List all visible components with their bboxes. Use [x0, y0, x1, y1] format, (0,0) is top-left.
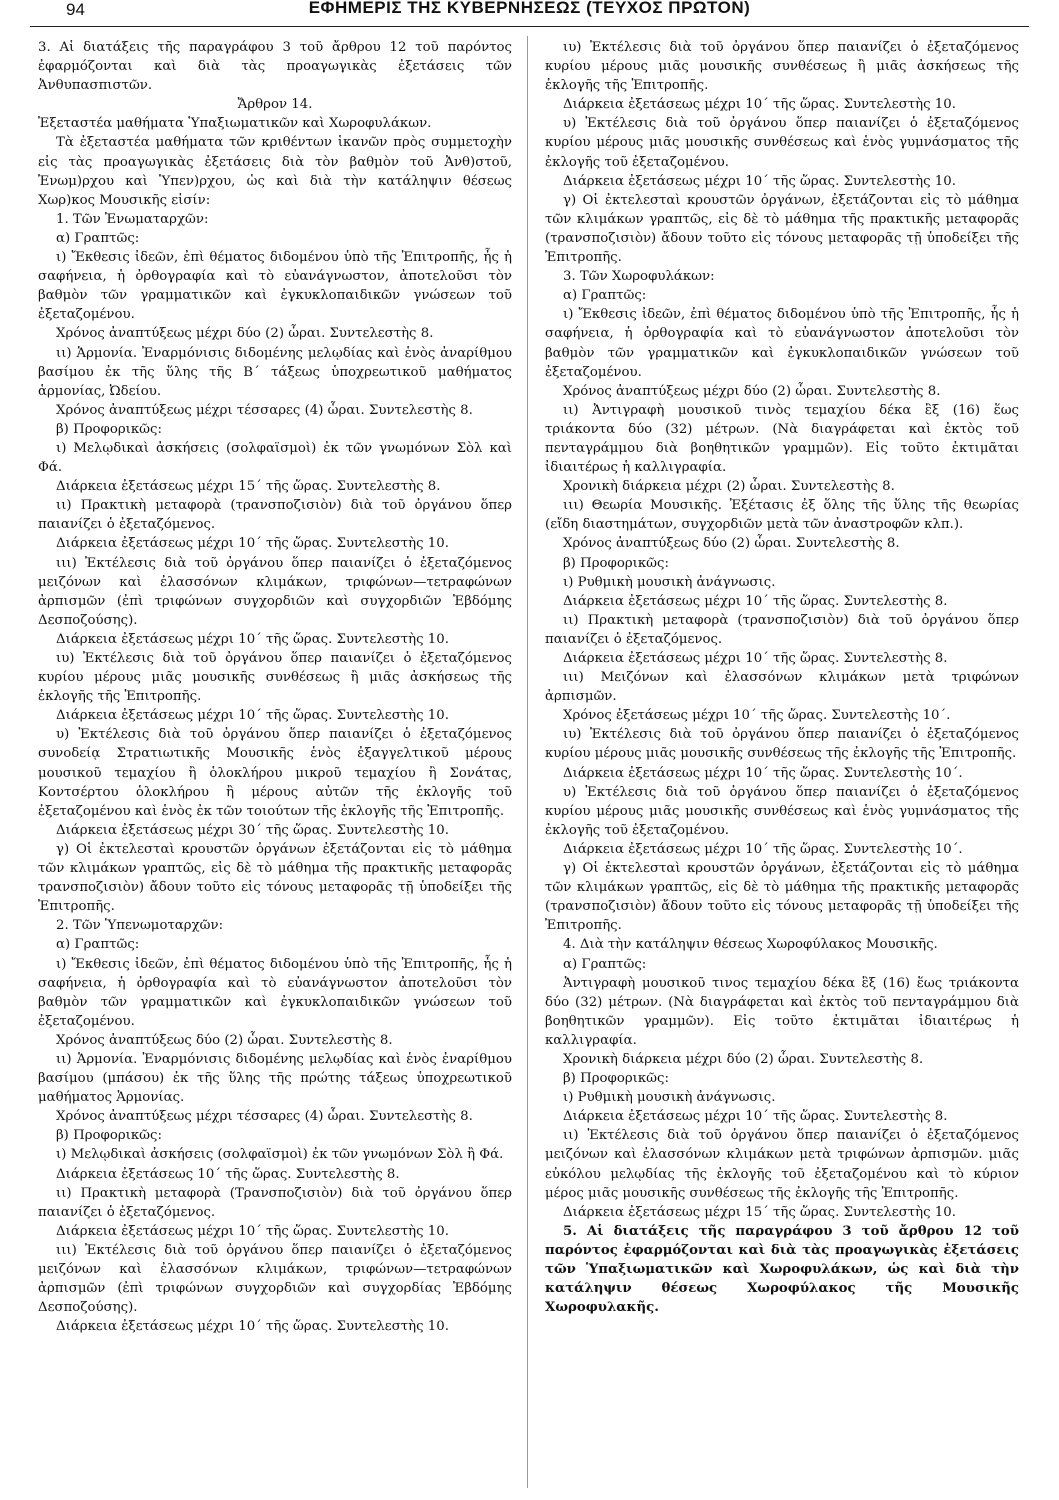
paragraph: ι) Ἔκθεσις ἰδεῶν, ἐπὶ θέματος διδομένου ὑπὸ τῆς Ἐπιτροπῆς, ἧς ἡ σαφήνεια, ἡ ὀρθογραφία καὶ τὸ εὐανάγνωστον ἀποτελοῦσι τὸν βαθμὸν τῶν γραμματικῶν καὶ ἐγκυκλοπαιδικῶν γνώσεων τοῦ ἐξεταζομένου.: [38, 956, 512, 1029]
subsection-heading: β) Προφορικῶς:: [56, 1128, 162, 1144]
paragraph: ιιι) Μειζόνων καὶ ἐλασσόνων κλιμάκων μετὰ τριφώνων ἀρπισμῶν.: [545, 670, 1019, 705]
paragraph: Διάρκεια ἐξετάσεως μέχρι 10΄ τῆς ὥρας. Συντελεστὴς 8.: [563, 593, 948, 609]
article-heading: Ἄρθρον 14.: [237, 97, 313, 113]
paragraph: ι) Ἔκθεσις ἰδεῶν, ἐπὶ θέματος διδομένου ὑπὸ τῆς Ἐπιτροπῆς, ἧς ἡ σαφήνεια, ἡ ὀρθογραφία καὶ τὸ εὐανάγνωστον, ἀποτελοῦσι τὸν βαθμὸν τῶν γραμματικῶν καὶ ἐγκυκλοπαιδικῶν γνώσεων τοῦ ἐξεταζομένου.: [38, 250, 512, 323]
paragraph: ιιι) Ἐκτέλεσις διὰ τοῦ ὀργάνου ὅπερ παιανίζει ὁ ἐξεταζόμενος μειζόνων καὶ ἐλασσόνων κλιμάκων, τριφώνων—τετραφώνων ἀρπισμῶν (ἐπὶ τριφώνων συγχορδιῶν καὶ συγχορδιῶν Ἑβδόμης Δεσποζούσης).: [38, 555, 512, 628]
section-heading: 1. Τῶν Ἐνωματαρχῶν:: [56, 211, 209, 227]
subsection-heading: α) Γραπτῶς:: [56, 937, 140, 953]
paragraph: υ) Ἐκτέλεσις διὰ τοῦ ὀργάνου ὅπερ παιανίζει ὁ ἐξεταζόμενος κυρίου μέρους μιᾶς μουσικῆς συνθέσεως καὶ ἑνὸς γυμνάσματος τῆς ἐκλογῆς τοῦ ἐξεταζομένου.: [545, 784, 1019, 838]
paragraph: Τὰ ἐξεταστέα μαθήματα τῶν κριθέντων ἱκανῶν πρὸς συμμετοχὴν εἰς τὰς προαγωγικὰς ἐξετάσεις διὰ τὸν βαθμὸν τοῦ Ἀνθ)στοῦ, Ἐνωμ)ρχου καὶ Ὑπεν)ρχου, ὡς καὶ διὰ τὴν κατάληψιν θέσεως Χωρ)κος Μουσικῆς εἰσίν:: [38, 135, 512, 208]
column-divider: [527, 36, 528, 1488]
paragraph: γ) Οἱ ἐκτελεσταὶ κρουστῶν ὀργάνων, ἐξετάζονται εἰς τὸ μάθημα τῶν κλιμάκων γραπτῶς, εἰς δὲ τὸ μάθημα τῆς πρακτικῆς μεταφορᾶς (τρανσποζισιὸν) ἄδουν τοῦτο εἰς τόνους μεταφορᾶς τῇ ὑποδείξει τῆς Ἐπιτροπῆς.: [545, 861, 1019, 934]
paragraph: Ἀντιγραφὴ μουσικοῦ τινος τεμαχίου δέκα ἓξ (16) ἕως τριάκοντα δύο (32) μέτρων. (Νὰ διαγράφεται καὶ ἐκτὸς τοῦ πενταγράμμου διὰ βοηθητικῶν γραμμῶν). Εἰς τοῦτο ἐκτιμᾶται ἰδιαιτέρως ἡ καλλιγραφία.: [545, 975, 1019, 1048]
page-number: 94: [66, 0, 85, 19]
paragraph: Χρόνος ἀναπτύξεως μέχρι τέσσαρες (4) ὧραι. Συντελεστὴς 8.: [56, 1109, 473, 1125]
paragraph: γ) Οἱ ἐκτελεσταὶ κρουστῶν ὀργάνων ἐξετάζονται εἰς τὸ μάθημα τῶν κλιμάκων γραπτῶς, εἰς δὲ τὸ μάθημα τῆς πρακτικῆς μεταφορᾶς τρανσποζισιὸν) ἄδουν τοῦτο εἰς τόνους μεταφορᾶς τῇ ὑποδείξει τῆς Ἐπιτροπῆς.: [38, 841, 512, 915]
paragraph: Διάρκεια ἐξετάσεως μέχρι 10΄ τῆς ὥρας. Συντελεστὴς 10΄.: [563, 841, 963, 857]
paragraph: ιυ) Ἐκτέλεσις διὰ τοῦ ὀργάνου ὅπερ παιανίζει ὁ ἐξεταζόμενος κυρίου μέρους μιᾶς μουσικῆς συνθέσεως ἢ μιᾶς ἀσκήσεως τῆς ἐκλογῆς τῆς Ἐπιτροπῆς.: [545, 40, 1019, 94]
paragraph: ιι) Ἐκτέλεσις διὰ τοῦ ὀργάνου ὅπερ παιανίζει ὁ ἐξεταζόμενος μειζόνων καὶ ἐλασσόνων κλιμάκων μετὰ τριφώνων ἀρπισμῶν. μιᾶς εὐκόλου μελῳδίας τῆς ἐκλογῆς τοῦ ἐξεταζομένου καὶ τὸ κύριον μέρος μιᾶς μουσικῆς συνθέσεως τῆς ἐκλογῆς τῆς Ἐπιτροπῆς.: [545, 1128, 1019, 1201]
subsection-heading: β) Προφορικῶς:: [56, 421, 162, 437]
section-heading: 4. Διὰ τὴν κατάληψιν θέσεως Χωροφύλακος Μουσικῆς.: [563, 937, 938, 953]
paragraph: ι) Ἔκθεσις ἰδεῶν, ἐπὶ θέματος διδομένου ὑπὸ τῆς Ἐπιτροπῆς, ἧς ἡ σαφήνεια, ἡ ὀρθογραφία καὶ τὸ εὐανάγνωστον ἀποτελοῦσι τὸν βαθμὸν τῶν γραμματικῶν καὶ ἐγκυκλοπαιδικῶν γνώσεων τοῦ ἐξεταζομένου.: [545, 307, 1019, 380]
paragraph: ιι) Πρακτικὴ μεταφορὰ (τρανσποζισιὸν) διὰ τοῦ ὀργάνου ὅπερ παιανίζει ὁ ἐξεταζόμενος.: [38, 498, 512, 533]
paragraph: Διάρκεια ἐξετάσεως μέχρι 15΄ τῆς ὥρας. Συντελεστὴς 10.: [563, 1204, 956, 1220]
paragraph: Διάρκεια ἐξετάσεως 10΄ τῆς ὥρας. Συντελεστὴς 8.: [56, 1166, 400, 1182]
paragraph: Χρονικὴ διάρκεια μέχρι δύο (2) ὧραι. Συντελεστὴς 8.: [563, 1051, 924, 1067]
paragraph: Διάρκεια ἐξετάσεως μέχρι 15΄ τῆς ὥρας. Συντελεστὴς 8.: [56, 479, 441, 495]
paragraph: ιιι) Θεωρία Μουσικῆς. Ἐξέτασις ἐξ ὅλης τῆς ὕλης τῆς θεωρίας (εἴδη διαστημάτων, συγχορδιῶν μετὰ τῶν ἀναστροφῶν κλπ.).: [545, 498, 1019, 533]
paragraph: ιιι) Ἐκτέλεσις διὰ τοῦ ὀργάνου ὅπερ παιανίζει ὁ ἐξεταζόμενος μειζόνων καὶ ἐλασσόνων κλιμάκων, τριφώνων—τετραφώνων ἀρπισμῶν (ἐπὶ τριφώνων συγχορδιῶν καὶ συγχορδίας Ἑβδόμης Δεσποζούσης).: [38, 1242, 512, 1316]
paragraph: υ) Ἐκτέλεσις διὰ τοῦ ὀργάνου ὅπερ παιανίζει ὁ ἐξεταζόμενος κυρίου μέρους μιᾶς μουσικῆς συνθέσεως καὶ ἑνὸς γυμνάσματος τῆς ἐκλογῆς τοῦ ἐξεταζομένου.: [545, 116, 1019, 170]
paragraph: Διάρκεια ἐξετάσεως μέχρι 30΄ τῆς ὥρας. Συντελεστὴς 10.: [56, 822, 449, 838]
paragraph: Διάρκεια ἐξετάσεως μέχρι 10΄ τῆς ὥρας. Συντελεστὴς 10.: [56, 631, 449, 647]
paragraph: Διάρκεια ἐξετάσεως μέχρι 10΄ τῆς ὥρας. Συντελεστὴς 10.: [56, 1319, 449, 1335]
paragraph: Διάρκεια ἐξετάσεως μέχρι 10΄ τῆς ὥρας. Συντελεστὴς 8.: [563, 651, 948, 666]
page-header: [30, 0, 1029, 27]
paragraph: Διάρκεια ἐξετάσεως μέχρι 10΄ τῆς ὥρας. Συντελεστὴς 10.: [56, 708, 449, 724]
paragraph: ι) Ρυθμικὴ μουσικὴ ἀνάγνωσις.: [563, 574, 776, 590]
paragraph: γ) Οἱ ἐκτελεσταὶ κρουστῶν ὀργάνων, ἐξετάζονται εἰς τὸ μάθημα τῶν κλιμάκων γραπτῶς, εἰς δὲ τὸ μάθημα τῆς πρακτικῆς μεταφορᾶς (τρανσποζισιὸν) ἄδουν τοῦτο εἰς τόνους μεταφορᾶς τῇ ὑποδείξει τῆς Ἐπιτροπῆς.: [545, 192, 1019, 266]
subsection-heading: β) Προφορικῶς:: [563, 555, 669, 571]
paragraph: Διάρκεια ἐξετάσεως μέχρι 10΄ τῆς ὥρας. Συντελεστὴς 10.: [563, 97, 956, 113]
paragraph: ι) Μελῳδικαὶ ἀσκήσεις (σολφαϊσμοὶ) ἐκ τῶν γνωμόνων Σὸλ ἢ Φά.: [56, 1147, 504, 1163]
section-heading: 3. Τῶν Χωροφυλάκων:: [563, 269, 715, 285]
subsection-heading: α) Γραπτῶς:: [56, 230, 140, 246]
paragraph: Χρόνος ἀναπτύξεως μέχρι δύο (2) ὧραι. Συντελεστὴς 8.: [56, 326, 434, 342]
paragraph: Χρόνος ἀναπτύξεως δύο (2) ὧραι. Συντελεστὴς 8.: [563, 536, 900, 552]
closing-paragraph: 5. Αἱ διατάξεις τῆς παραγράφου 3 τοῦ ἄρθρου 12 τοῦ παρόντος ἐφαρμόζονται καὶ διὰ τὰς προαγωγικὰς ἐξετάσεις τῶν Ὑπαξιωματικῶν καὶ Χωροφυλάκων, ὡς καὶ διὰ τὴν κατάληψιν θέσεως Χωροφύλακος τῆς Μουσικῆς Χωροφυλακῆς.: [545, 1223, 1019, 1316]
paragraph: ιι) Πρακτικὴ μεταφορὰ (τρανσποζισιὸν) διὰ τοῦ ὀργάνου ὅπερ παιανίζει ὁ ἐξεταζόμενος.: [545, 612, 1019, 647]
paragraph: Διάρκεια ἐξετάσεως μέχρι 10΄ τῆς ὥρας. Συντελεστὴς 8.: [563, 1109, 948, 1125]
paragraph: Διάρκεια ἐξετάσεως μέχρι 10΄ τῆς ὥρας. Συντελεστὴς 10.: [56, 1223, 449, 1239]
paragraph: 3. Αἱ διατάξεις τῆς παραγράφου 3 τοῦ ἄρθρου 12 τοῦ παρόντος ἐφαρμόζονται καὶ διὰ τὰς προαγωγικὰς ἐξετάσεις τῶν Ἀνθυπασπιστῶν.: [38, 40, 512, 94]
paragraph: ιυ) Ἐκτέλεσις διὰ τοῦ ὀργάνου ὅπερ παιανίζει ὁ ἐξεταζόμενος κυρίου μέρους μιᾶς μουσικῆς συνθέσεως τῆς ἐκλογῆς τῆς Ἐπιτροπῆς.: [545, 727, 1019, 762]
subsection-heading: β) Προφορικῶς:: [563, 1071, 669, 1087]
paragraph: Χρονικὴ διάρκεια μέχρι (2) ὧραι. Συντελεστὴς 8.: [563, 479, 895, 495]
paragraph: Διάρκεια ἐξετάσεως μέχρι 10΄ τῆς ὥρας. Συντελεστὴς 10΄.: [563, 765, 963, 781]
paragraph: Χρόνος ἐξετάσεως μέχρι 10΄ τῆς ὥρας. Συντελεστὴς 10΄.: [563, 708, 951, 724]
subsection-heading: α) Γραπτῶς:: [563, 288, 647, 304]
paragraph: ιυ) Ἐκτέλεσις διὰ τοῦ ὀργάνου ὅπερ παιανίζει ὁ ἐξεταζόμενος κυρίου μέρους μιᾶς μουσικῆς συνθέσεως ἢ μιᾶς ἀσκήσεως τῆς ἐκλογῆς τῆς Ἐπιτροπῆς.: [38, 651, 512, 705]
right-column: [545, 38, 1019, 1488]
paragraph: Χρόνος ἀναπτύξεως μέχρι δύο (2) ὧραι. Συντελεστὴς 8.: [563, 383, 941, 399]
paragraph: ι) Ρυθμικὴ μουσικὴ ἀνάγνωσις.: [563, 1090, 776, 1106]
paragraph: Χρόνος ἀναπτύξεως δύο (2) ὧραι. Συντελεστὴς 8.: [56, 1032, 393, 1048]
subsection-heading: α) Γραπτῶς:: [563, 956, 647, 972]
paragraph: ιι) Ἁρμονία. Ἐναρμόνισις διδομένης μελῳδίας καὶ ἑνὸς ἐναρίθμου βασίμου (μπάσου) ἐκ τῆς ὕλης τῆς πρώτης τάξεως ὑποχρεωτικοῦ μαθήματος Ἁρμονίας.: [38, 1051, 512, 1106]
paragraph: ιι) Ἀντιγραφὴ μουσικοῦ τινὸς τεμαχίου δέκα ἓξ (16) ἕως τριάκοντα δύο (32) μέτρων. (Νὰ διαγράφεται καὶ ἐκτὸς τοῦ πενταγράμμου διὰ βοηθητικῶν γραμμῶν). Εἰς τοῦτο ἐκτιμᾶται ἰδιαιτέρως ἡ καλλιγραφία.: [545, 402, 1019, 476]
paragraph: ιι) Πρακτικὴ μεταφορὰ (Τρανσποζισιὸν) διὰ τοῦ ὀργάνου ὅπερ παιανίζει ὁ ἐξεταζόμενος.: [38, 1185, 512, 1220]
paragraph: υ) Ἐκτέλεσις διὰ τοῦ ὀργάνου ὅπερ παιανίζει ὁ ἐξεταζόμενος συνοδείᾳ Στρατιωτικῆς Μουσικῆς ἑνὸς ἐξαγγελτικοῦ μέρους μουσικοῦ τεμαχίου ἢ ὁλοκλήρου μικροῦ τεμαχίου ἢ Σονάτας, Κοντσέρτου ὁλοκλήρου ἢ μέρους αὐτῶν τῆς ἐκλογῆς τοῦ ἐξεταζομένου καὶ ἑνὸς ἐκ τῶν τοιούτων τῆς ἐκλογῆς τῆς Ἐπιτροπῆς.: [38, 727, 512, 819]
paragraph: ι) Μελῳδικαὶ ἀσκήσεις (σολφαϊσμοὶ) ἐκ τῶν γνωμόνων Σὸλ καὶ Φά.: [38, 440, 512, 476]
paragraph: Διάρκεια ἐξετάσεως μέχρι 10΄ τῆς ὥρας. Συντελεστὴς 10.: [56, 536, 449, 552]
paragraph: Διάρκεια ἐξετάσεως μέχρι 10΄ τῆς ὥρας. Συντελεστὴς 10.: [563, 173, 956, 189]
left-column: [38, 38, 512, 1488]
paragraph: Χρόνος ἀναπτύξεως μέχρι τέσσαρες (4) ὧραι. Συντελεστὴς 8.: [56, 402, 473, 418]
paragraph: ιι) Ἁρμονία. Ἐναρμόνισις διδομένης μελῳδίας καὶ ἑνὸς ἀναρίθμου βασίμου ἐκ τῆς ὕλης τῆς Β΄ τάξεως ὑποχρεωτικοῦ μαθήματος ἁρμονίας, Ὠδείου.: [38, 345, 512, 399]
article-title: Ἐξεταστέα μαθήματα Ὑπαξιωματικῶν καὶ Χωροφυλάκων.: [38, 116, 432, 132]
running-head: ΕΦΗΜΕΡΙΣ ΤΗΣ ΚΥΒΕΡΝΗΣΕΩΣ (ΤΕΥΧΟΣ ΠΡΩΤΟΝ): [308, 0, 751, 17]
section-heading: 2. Τῶν Ὑπενωμοταρχῶν:: [56, 918, 224, 934]
